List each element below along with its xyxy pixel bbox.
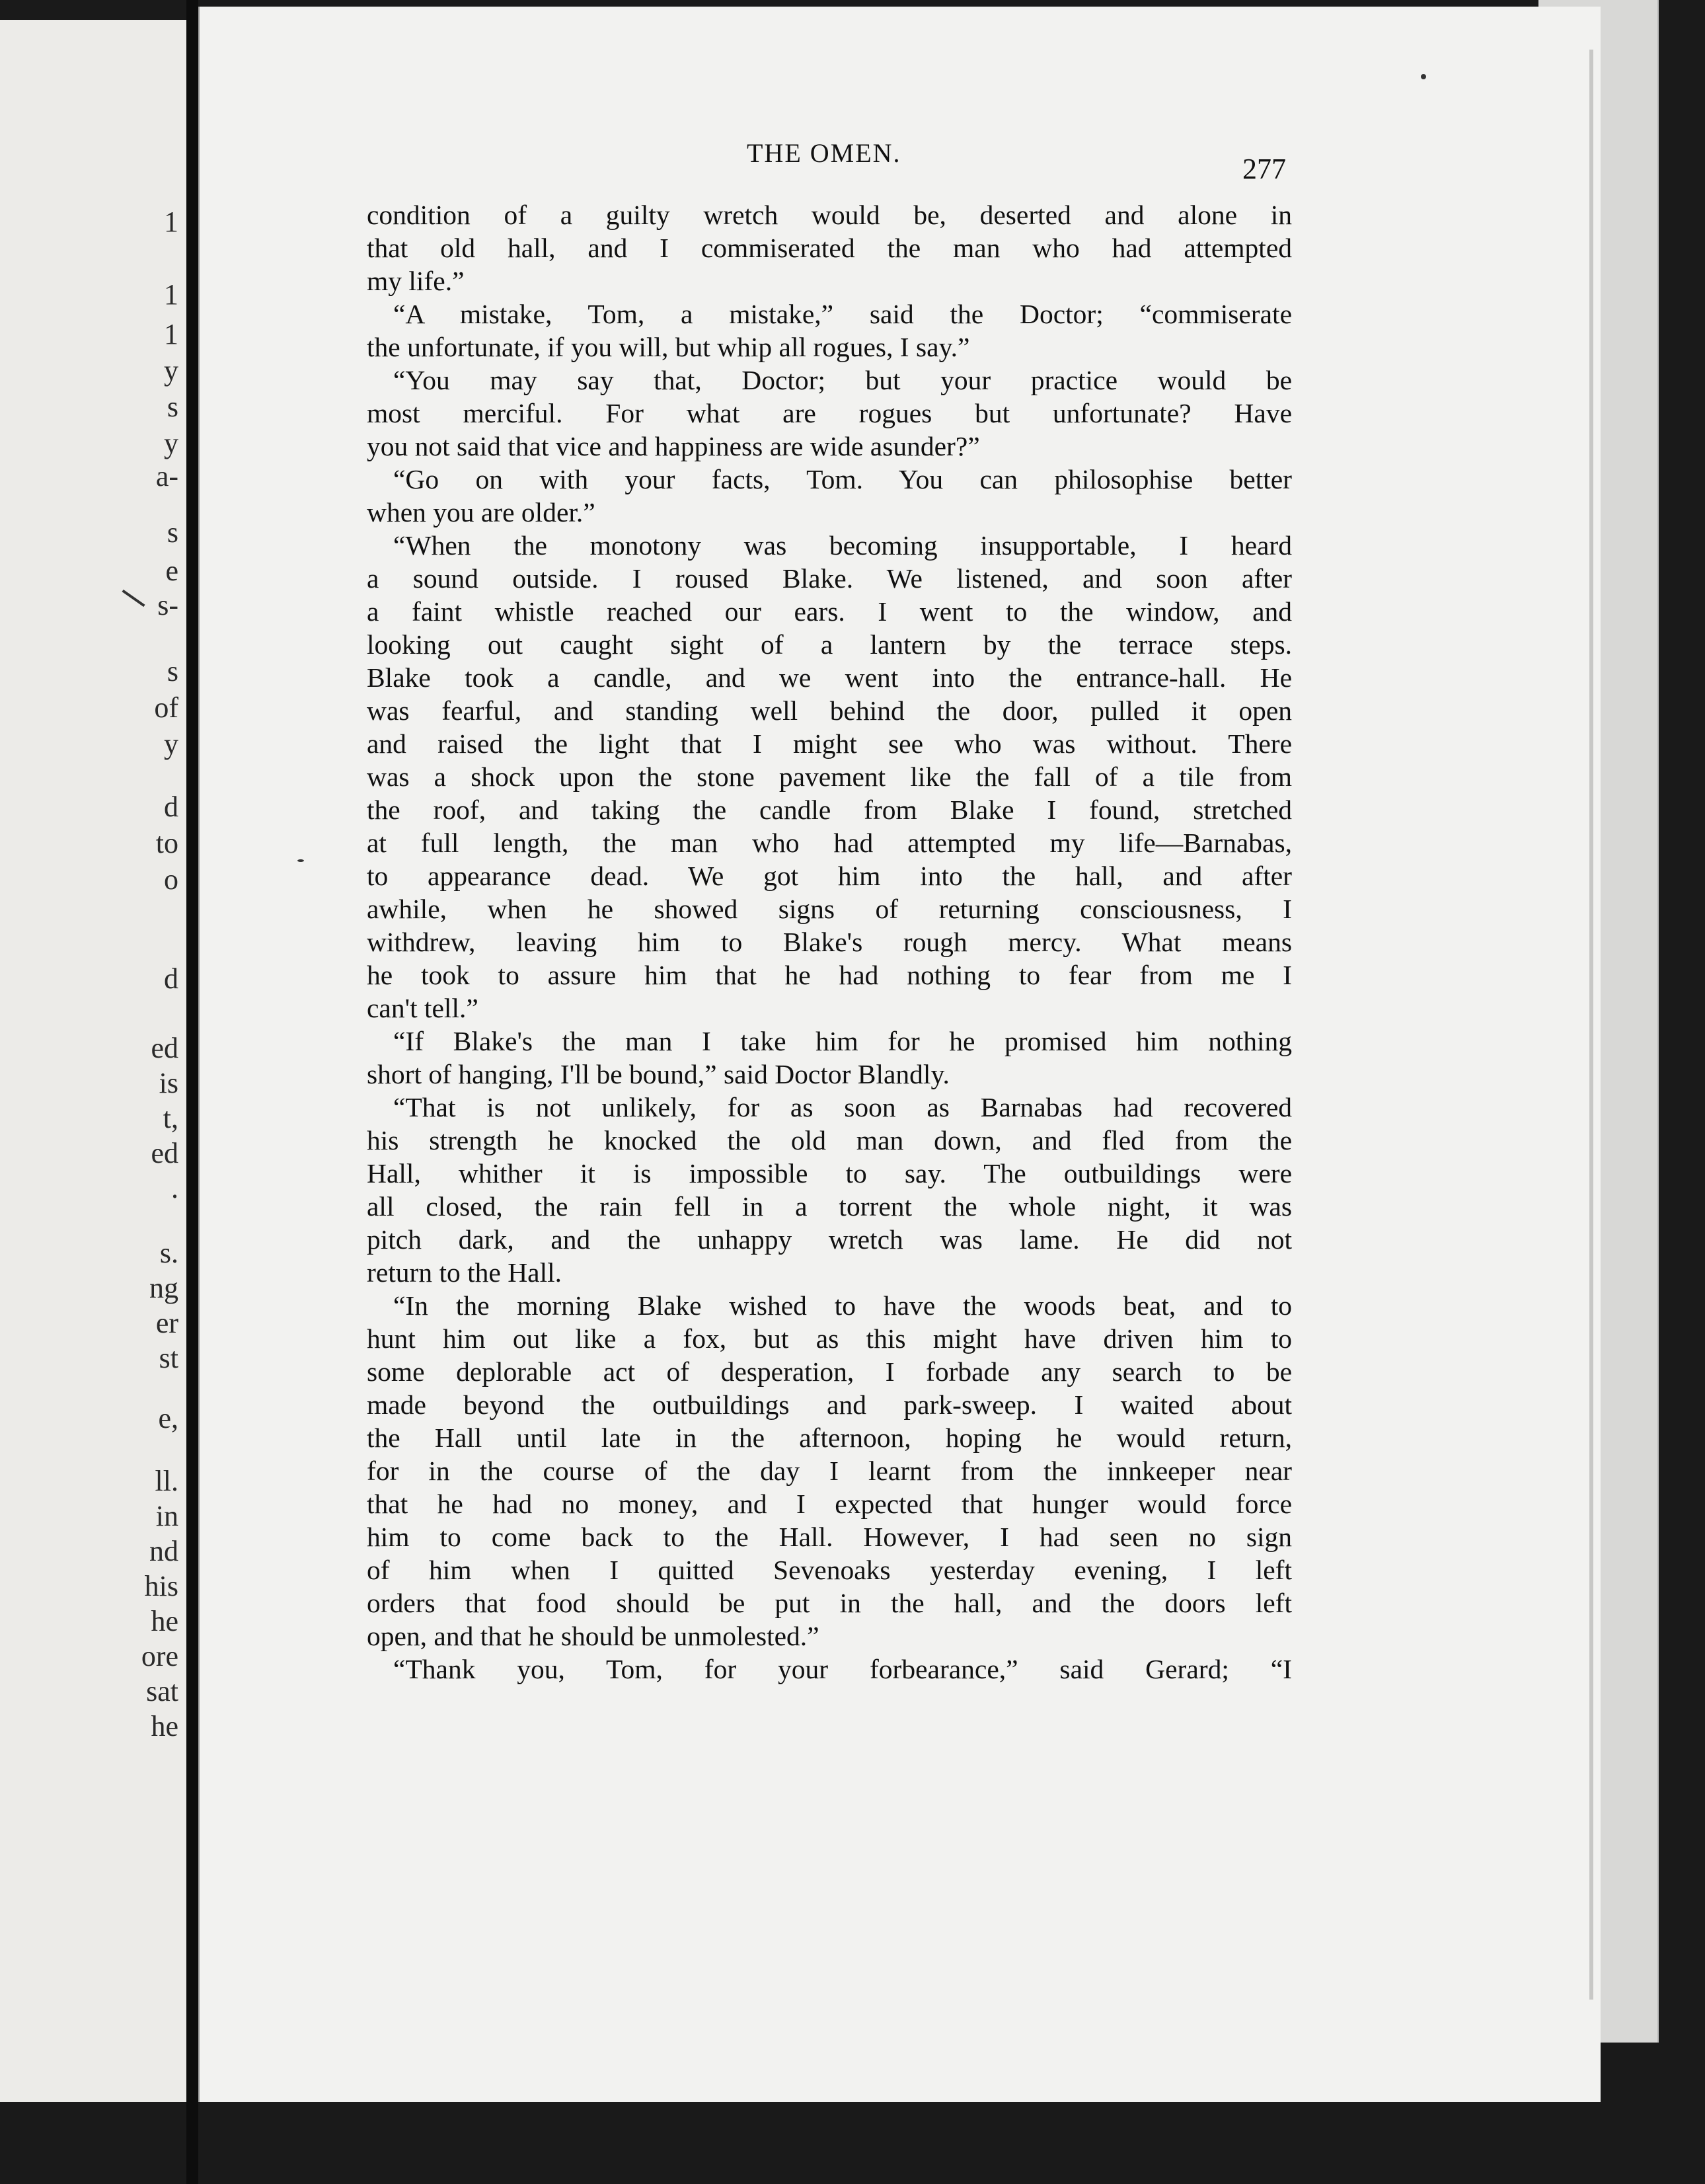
previous-page-fragment: s: [167, 391, 178, 423]
text-line: at full length, the man who had attempted my life—Barnabas,: [367, 828, 1292, 858]
text-line: “When the monotony was becoming insupportable, I heard: [393, 530, 1292, 561]
previous-page-fragment: ed: [151, 1137, 178, 1169]
text-line: return to the Hall.: [367, 1257, 562, 1288]
text-line: some deplorable act of desperation, I forbade any search to be: [367, 1356, 1292, 1387]
previous-page-fragment: a-: [155, 460, 178, 492]
body-text: [367, 198, 1292, 1686]
previous-page-fragment: ed: [151, 1032, 178, 1064]
previous-page: [0, 20, 186, 2102]
previous-page-fragment: o: [164, 863, 178, 896]
text-line: you not said that vice and happiness are wide asunder?”: [367, 431, 980, 461]
previous-page-fragment: .: [171, 1172, 178, 1204]
text-line: of him when I quitted Sevenoaks yesterday evening, I left: [367, 1555, 1292, 1585]
text-line: that old hall, and I commiserated the man who had attempted: [367, 233, 1292, 263]
previous-page-fragment: he: [151, 1710, 178, 1742]
previous-page-fragment: s: [167, 655, 178, 687]
text-line: Hall, whither it is impossible to say. The outbuildings were: [367, 1158, 1292, 1189]
text-line: looking out caught sight of a lantern by the terrace steps.: [367, 629, 1292, 660]
previous-page-fragment: y: [164, 427, 178, 459]
previous-page-fragment: d: [164, 962, 178, 995]
text-line: a faint whistle reached our ears. I went to the window, and: [367, 596, 1292, 627]
text-line: “Go on with your facts, Tom. You can philosophise better: [393, 464, 1292, 494]
previous-page-fragment: e,: [158, 1402, 178, 1434]
previous-page-fragment: in: [155, 1500, 178, 1532]
previous-page-fragment: ll.: [155, 1465, 178, 1497]
text-line: the Hall until late in the afternoon, hoping he would return,: [367, 1423, 1292, 1453]
previous-page-fragment: st: [159, 1342, 178, 1374]
previous-page-fragment: y: [164, 728, 178, 760]
text-line: most merciful. For what are rogues but unfortunate? Have: [367, 398, 1292, 428]
scan-speck: [1421, 74, 1426, 79]
previous-page-fragment: of: [154, 691, 178, 724]
previous-page-fragment: to: [155, 827, 178, 859]
text-line: Blake took a candle, and we went into the entrance-hall. He: [367, 662, 1292, 693]
scan-speck: [297, 859, 304, 862]
book-gutter: [186, 0, 198, 2184]
text-line: a sound outside. I roused Blake. We listened, and soon after: [367, 563, 1292, 594]
previous-page-fragment: e: [165, 555, 178, 587]
text-line: open, and that he should be unmolested.”: [367, 1621, 819, 1651]
text-line: pitch dark, and the unhappy wretch was lame. He did not: [367, 1224, 1292, 1255]
previous-page-fragment: he: [151, 1605, 178, 1637]
text-line: to appearance dead. We got him into the hall, and after: [367, 861, 1292, 891]
text-line: for in the course of the day I learnt from the innkeeper near: [367, 1456, 1292, 1486]
text-line: “That is not unlikely, for as soon as Barnabas had recovered: [393, 1092, 1292, 1122]
previous-page-fragment: y: [164, 354, 178, 387]
text-line: “You may say that, Doctor; but your practice would be: [393, 365, 1292, 395]
text-line: the unfortunate, if you will, but whip all rogues, I say.”: [367, 332, 970, 362]
previous-page-fragment: s.: [159, 1237, 178, 1269]
text-line: was a shock upon the stone pavement like the fall of a tile from: [367, 761, 1292, 792]
text-line: hunt him out like a fox, but as this might have driven him to: [367, 1323, 1292, 1354]
text-line: short of hanging, I'll be bound,” said Doctor Blandly.: [367, 1059, 950, 1089]
previous-page-fragment: is: [159, 1067, 178, 1099]
text-line: all closed, the rain fell in a torrent the whole night, it was: [367, 1191, 1292, 1222]
previous-page-fragment: sat: [146, 1675, 178, 1707]
text-line: condition of a guilty wretch would be, deserted and alone in: [367, 200, 1292, 230]
previous-page-fragment: ng: [149, 1272, 178, 1304]
previous-page-fragment: his: [144, 1570, 178, 1602]
text-line: made beyond the outbuildings and park-sweep. I waited about: [367, 1389, 1292, 1420]
text-line: when you are older.”: [367, 497, 595, 527]
text-line: and raised the light that I might see who was without. There: [367, 728, 1292, 759]
text-line: that he had no money, and I expected that hunger would force: [367, 1489, 1292, 1519]
text-line: withdrew, leaving him to Blake's rough mercy. What means: [367, 927, 1292, 957]
previous-page-fragment: ore: [141, 1640, 178, 1672]
previous-page-fragment: 1: [164, 206, 178, 238]
previous-page-fragment: d: [164, 791, 178, 823]
text-line: “Thank you, Tom, for your forbearance,” said Gerard; “I: [393, 1654, 1292, 1684]
text-line: awhile, when he showed signs of returning consciousness, I: [367, 894, 1292, 924]
previous-page-fragment: 1: [164, 318, 178, 350]
text-line: “If Blake's the man I take him for he promised him nothing: [393, 1026, 1292, 1056]
previous-page-fragment: 1: [164, 278, 178, 311]
text-line: was fearful, and standing well behind the door, pulled it open: [367, 695, 1292, 726]
previous-page-fragment: er: [155, 1307, 178, 1339]
text-line: “In the morning Blake wished to have the woods beat, and to: [393, 1290, 1292, 1321]
running-head: THE OMEN.: [747, 138, 901, 168]
previous-page-fragment: s: [167, 516, 178, 549]
text-line: orders that food should be put in the hall, and the doors left: [367, 1588, 1292, 1618]
text-line: his strength he knocked the old man down, and fled from the: [367, 1125, 1292, 1155]
page-number: 277: [1242, 153, 1286, 185]
previous-page-fragment: t,: [163, 1102, 178, 1134]
previous-page-fragment: nd: [149, 1535, 178, 1567]
text-line: he took to assure him that he had nothing to fear from me I: [367, 960, 1292, 990]
previous-page-fragment: s-: [157, 589, 178, 621]
text-line: can't tell.”: [367, 993, 478, 1023]
text-line: him to come back to the Hall. However, I had seen no sign: [367, 1522, 1292, 1552]
text-line: my life.”: [367, 266, 465, 296]
text-line: “A mistake, Tom, a mistake,” said the Doctor; “commiserate: [393, 299, 1292, 329]
page-edge-shadow: [1589, 50, 1593, 2000]
text-line: the roof, and taking the candle from Blake I found, stretched: [367, 795, 1292, 825]
